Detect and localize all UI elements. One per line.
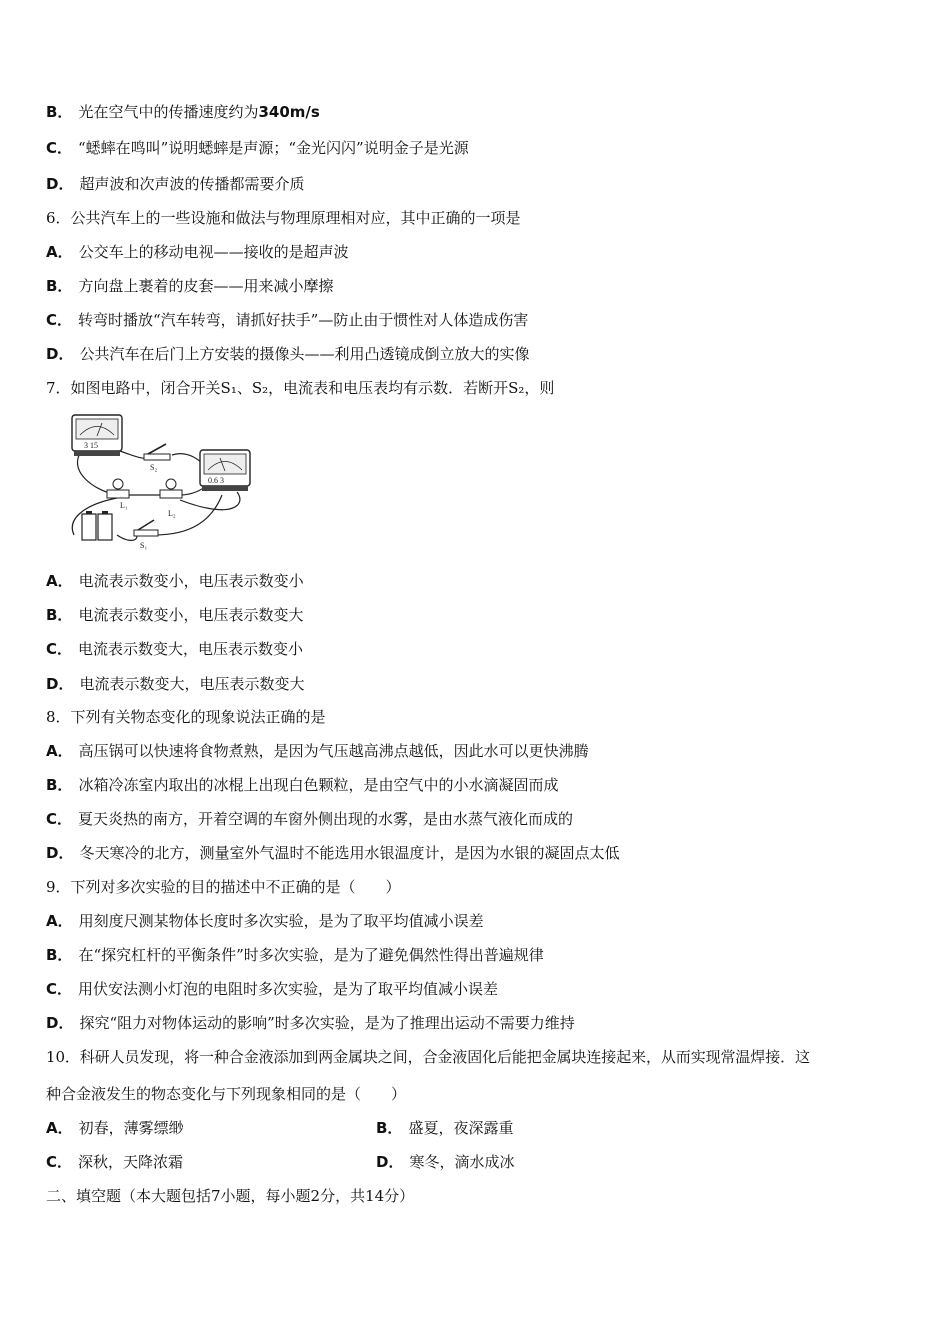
- option-label: B．: [46, 277, 73, 295]
- option-text: 公共汽车在后门上方安装的摄像头——利用凸透镜成倒立放大的实像: [79, 345, 530, 363]
- option-label: A．: [46, 572, 73, 590]
- q10-option-a: [46, 1118, 184, 1138]
- q9-option-a: [46, 911, 484, 931]
- q7-stem: 7．如图电路中，闭合开关S₁、S₂，电流表和电压表均有示数．若断开S₂，则: [46, 379, 555, 397]
- q7-option-d: [46, 674, 304, 694]
- q8-option-c: [46, 809, 573, 829]
- option-label: D．: [46, 175, 74, 193]
- option-label: B．: [46, 946, 73, 964]
- option-label: C．: [46, 810, 73, 828]
- q7-option-a: [46, 571, 304, 591]
- q9-stem: 9．下列对多次实验的目的描述中不正确的是（ ）: [46, 878, 401, 896]
- battery-icon: [82, 511, 112, 540]
- option-text: 电流表示数变大，电压表示数变小: [78, 640, 304, 658]
- option-label: A．: [46, 912, 73, 930]
- q10-option-b: [376, 1118, 513, 1138]
- option-label: D．: [46, 844, 74, 862]
- q6-stem: 6．公共汽车上的一些设施和做法与物理原理相对应，其中正确的一项是: [46, 209, 521, 227]
- option-label: C．: [46, 980, 73, 998]
- option-label: B．: [46, 103, 73, 121]
- q9-option-d: [46, 1013, 575, 1033]
- q10-stem-line2: 种合金液发生的物态变化与下列现象相同的是（ ）: [46, 1085, 407, 1103]
- option-text: 用刻度尺测某物体长度时多次实验，是为了取平均值减小误差: [78, 912, 484, 930]
- circuit-figure: [62, 410, 262, 555]
- q9-option-b: [46, 945, 544, 965]
- q10-option-c: [46, 1152, 183, 1172]
- bulb-l1-icon: [107, 479, 129, 498]
- option-text: 冬天寒冷的北方，测量室外气温时不能选用水银温度计，是因为水银的凝固点太低: [79, 844, 620, 862]
- option-label: C．: [46, 1153, 73, 1171]
- q6-option-c: [46, 310, 528, 330]
- option-label: C．: [46, 311, 73, 329]
- q6-option-b: [46, 276, 333, 296]
- option-label: B．: [376, 1119, 403, 1137]
- option-text: 超声波和次声波的传播都需要介质: [79, 175, 305, 193]
- q9-option-c: [46, 979, 498, 999]
- speed-value: 340m/s: [258, 103, 320, 121]
- q10-stem-line1: 10．科研人员发现，将一种合金液添加到两金属块之间，合金液固化后能把金属块连接起来，从而实现常温焊接．这: [46, 1048, 810, 1066]
- option-label: D．: [46, 1014, 74, 1032]
- ammeter-scale: 3 15: [84, 441, 98, 450]
- option-text: 公交车上的移动电视——接收的是超声波: [78, 243, 349, 261]
- option-label: B．: [46, 606, 73, 624]
- option-label: D．: [46, 345, 74, 363]
- option-label: A．: [46, 742, 73, 760]
- label-l2: L₂: [168, 509, 176, 518]
- option-text: 冰箱冷冻室内取出的冰棍上出现白色颗粒，是由空气中的小水滴凝固而成: [78, 776, 559, 794]
- option-text: 转弯时播放“汽车转弯，请抓好扶手”—防止由于惯性对人体造成伤害: [78, 311, 529, 329]
- option-label: D．: [46, 675, 74, 693]
- option-text: 用伏安法测小灯泡的电阻时多次实验，是为了取平均值减小误差: [78, 980, 499, 998]
- q7-option-c: [46, 639, 303, 659]
- option-text: 在“探究杠杆的平衡条件”时多次实验，是为了避免偶然性得出普遍规律: [78, 946, 544, 964]
- section-title: 二、填空题（本大题包括7小题，每小题2分，共14分）: [46, 1187, 415, 1205]
- option-text: 深秋，天降浓霜: [78, 1153, 184, 1171]
- label-s1: S₁: [140, 541, 148, 550]
- q6-option-d: [46, 344, 529, 364]
- option-text: 探究“阻力对物体运动的影响”时多次实验，是为了推理出运动不需要力维持: [79, 1014, 575, 1032]
- option-label: C．: [46, 640, 73, 658]
- q10-option-d: [376, 1152, 514, 1172]
- option-text: 初春，薄雾缥缈: [78, 1119, 184, 1137]
- voltmeter-scale: 0.6 3: [208, 476, 224, 485]
- option-text: 夏天炎热的南方，开着空调的车窗外侧出现的水雾，是由水蒸气液化而成的: [78, 810, 574, 828]
- option-text: 高压锅可以快速将食物煮熟，是因为气压越高沸点越低，因此水可以更快沸腾: [78, 742, 589, 760]
- option-label: C．: [46, 139, 73, 157]
- option-text: 方向盘上裹着的皮套——用来减小摩擦: [78, 277, 334, 295]
- switch-s2-icon: [144, 444, 170, 460]
- option-label: D．: [376, 1153, 404, 1171]
- q5-option-d: [46, 174, 304, 194]
- option-label: B．: [46, 776, 73, 794]
- option-text: 光在空气中的传播速度约为: [78, 103, 259, 121]
- q8-stem: 8．下列有关物态变化的现象说法正确的是: [46, 708, 326, 726]
- option-text: 电流表示数变小，电压表示数变小: [78, 572, 304, 590]
- option-text: 电流表示数变大，电压表示数变大: [79, 675, 305, 693]
- q5-option-c: [46, 138, 469, 158]
- q5-option-b: [46, 102, 320, 122]
- q8-option-b: [46, 775, 558, 795]
- q8-option-a: [46, 741, 589, 761]
- q8-option-d: [46, 843, 619, 863]
- option-text: “蟋蟀在鸣叫”说明蟋蟀是声源；“金光闪闪”说明金子是光源: [78, 139, 469, 157]
- q6-option-a: [46, 242, 349, 262]
- bulb-l2-icon: [160, 479, 182, 498]
- option-text: 寒冬，滴水成冰: [409, 1153, 515, 1171]
- label-l1: L₁: [120, 501, 128, 510]
- option-label: A．: [46, 1119, 73, 1137]
- switch-s1-icon: [134, 520, 158, 536]
- label-s2: S₂: [150, 463, 158, 472]
- option-text: 电流表示数变小，电压表示数变大: [78, 606, 304, 624]
- option-text: 盛夏，夜深露重: [408, 1119, 514, 1137]
- q7-option-b: [46, 605, 303, 625]
- option-label: A．: [46, 243, 73, 261]
